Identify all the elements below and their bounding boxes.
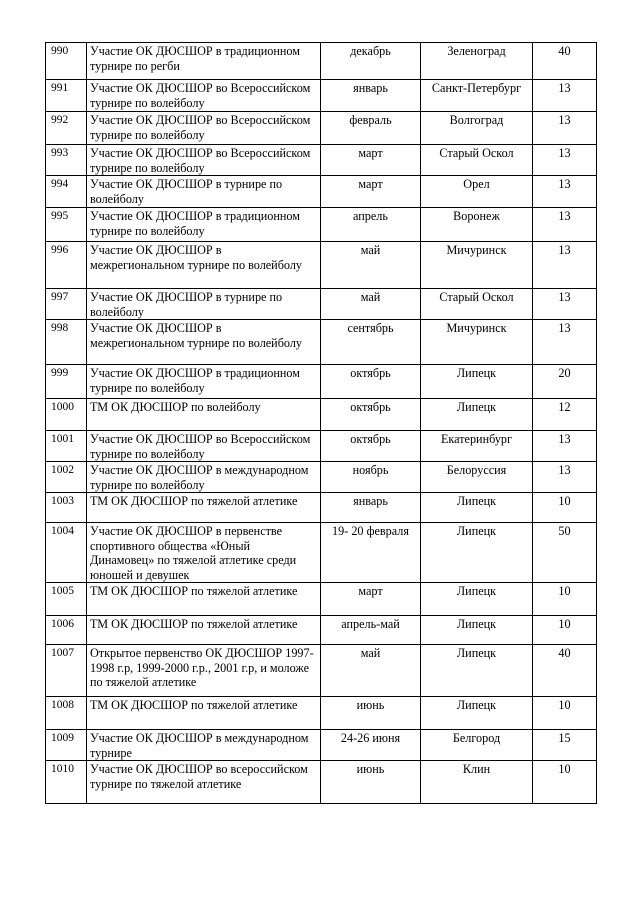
date-cell: май [321, 242, 421, 289]
event-cell: ТМ ОК ДЮСШОР по тяжелой атлетике [87, 583, 321, 616]
event-cell: Открытое первенство ОК ДЮСШОР 1997-1998 г.р, 1999-2000 г.р., 2001 г.р, и моложе по тяжелой атлетике [87, 645, 321, 697]
table-row [46, 616, 597, 645]
date-cell: май [321, 645, 421, 697]
row-number-cell: 994 [46, 176, 87, 208]
participants-cell: 40 [533, 43, 597, 80]
participants-cell: 13 [533, 80, 597, 112]
event-cell: Участие ОК ДЮСШОР в международном турнире [87, 730, 321, 761]
row-number-cell: 995 [46, 208, 87, 242]
row-number-cell: 991 [46, 80, 87, 112]
place-cell: Белгород [421, 730, 533, 761]
table-row [46, 431, 597, 462]
events-table-body [46, 43, 597, 804]
event-cell: ТМ ОК ДЮСШОР по тяжелой атлетике [87, 616, 321, 645]
place-cell: Липецк [421, 523, 533, 583]
row-number-cell: 1004 [46, 523, 87, 583]
table-row [46, 43, 597, 80]
place-cell: Екатеринбург [421, 431, 533, 462]
participants-cell: 10 [533, 697, 597, 730]
participants-cell: 40 [533, 645, 597, 697]
participants-cell: 13 [533, 431, 597, 462]
date-cell: март [321, 145, 421, 176]
participants-cell: 10 [533, 493, 597, 523]
event-cell: ТМ ОК ДЮСШОР по волейболу [87, 399, 321, 431]
row-number-cell: 998 [46, 320, 87, 365]
date-cell: октябрь [321, 399, 421, 431]
table-row [46, 176, 597, 208]
place-cell: Санкт-Петербург [421, 80, 533, 112]
date-cell: апрель [321, 208, 421, 242]
row-number-cell: 993 [46, 145, 87, 176]
table-row [46, 208, 597, 242]
event-cell: Участие ОК ДЮСШОР в межрегиональном турнире по волейболу [87, 242, 321, 289]
participants-cell: 10 [533, 583, 597, 616]
date-cell: октябрь [321, 431, 421, 462]
table-row [46, 242, 597, 289]
date-cell: июнь [321, 761, 421, 804]
participants-cell: 13 [533, 112, 597, 145]
event-cell: Участие ОК ДЮСШОР во Всероссийском турнире по волейболу [87, 145, 321, 176]
row-number-cell: 1001 [46, 431, 87, 462]
participants-cell: 13 [533, 145, 597, 176]
place-cell: Старый Оскол [421, 289, 533, 320]
events-table [45, 42, 597, 804]
table-row [46, 523, 597, 583]
place-cell: Волгоград [421, 112, 533, 145]
table-row [46, 697, 597, 730]
table-row [46, 80, 597, 112]
place-cell: Клин [421, 761, 533, 804]
date-cell: апрель-май [321, 616, 421, 645]
place-cell: Липецк [421, 365, 533, 399]
participants-cell: 10 [533, 616, 597, 645]
table-row [46, 320, 597, 365]
place-cell: Липецк [421, 583, 533, 616]
date-cell: сентябрь [321, 320, 421, 365]
place-cell: Мичуринск [421, 320, 533, 365]
participants-cell: 10 [533, 761, 597, 804]
row-number-cell: 1002 [46, 462, 87, 493]
participants-cell: 13 [533, 208, 597, 242]
date-cell: 19- 20 февраля [321, 523, 421, 583]
event-cell: Участие ОК ДЮСШОР в турнире по волейболу [87, 176, 321, 208]
table-row [46, 365, 597, 399]
row-number-cell: 1010 [46, 761, 87, 804]
place-cell: Липецк [421, 645, 533, 697]
row-number-cell: 1008 [46, 697, 87, 730]
event-cell: Участие ОК ДЮСШОР в первенстве спортивного общества «Юный Динамовец» по тяжелой атлетике среди юношей и девушек [87, 523, 321, 583]
place-cell: Зеленоград [421, 43, 533, 80]
table-row [46, 112, 597, 145]
place-cell: Орел [421, 176, 533, 208]
participants-cell: 13 [533, 242, 597, 289]
row-number-cell: 996 [46, 242, 87, 289]
table-row [46, 399, 597, 431]
row-number-cell: 1007 [46, 645, 87, 697]
row-number-cell: 1003 [46, 493, 87, 523]
participants-cell: 13 [533, 289, 597, 320]
event-cell: Участие ОК ДЮСШОР в межрегиональном турнире по волейболу [87, 320, 321, 365]
event-cell: Участие ОК ДЮСШОР во Всероссийском турнире по волейболу [87, 80, 321, 112]
participants-cell: 50 [533, 523, 597, 583]
row-number-cell: 999 [46, 365, 87, 399]
date-cell: 24-26 июня [321, 730, 421, 761]
row-number-cell: 1000 [46, 399, 87, 431]
participants-cell: 12 [533, 399, 597, 431]
table-row [46, 462, 597, 493]
date-cell: январь [321, 493, 421, 523]
table-row [46, 289, 597, 320]
date-cell: февраль [321, 112, 421, 145]
place-cell: Липецк [421, 399, 533, 431]
event-cell: Участие ОК ДЮСШОР в традиционном турнире по волейболу [87, 208, 321, 242]
place-cell: Белоруссия [421, 462, 533, 493]
row-number-cell: 1006 [46, 616, 87, 645]
row-number-cell: 992 [46, 112, 87, 145]
place-cell: Липецк [421, 616, 533, 645]
row-number-cell: 1005 [46, 583, 87, 616]
row-number-cell: 997 [46, 289, 87, 320]
date-cell: май [321, 289, 421, 320]
place-cell: Мичуринск [421, 242, 533, 289]
table-row [46, 645, 597, 697]
table-row [46, 493, 597, 523]
date-cell: октябрь [321, 365, 421, 399]
participants-cell: 13 [533, 176, 597, 208]
table-row [46, 583, 597, 616]
event-cell: ТМ ОК ДЮСШОР по тяжелой атлетике [87, 493, 321, 523]
event-cell: Участие ОК ДЮСШОР во Всероссийском турнире по волейболу [87, 112, 321, 145]
date-cell: март [321, 176, 421, 208]
date-cell: ноябрь [321, 462, 421, 493]
participants-cell: 13 [533, 320, 597, 365]
row-number-cell: 990 [46, 43, 87, 80]
event-cell: Участие ОК ДЮСШОР в традиционном турнире по волейболу [87, 365, 321, 399]
date-cell: март [321, 583, 421, 616]
event-cell: ТМ ОК ДЮСШОР по тяжелой атлетике [87, 697, 321, 730]
place-cell: Липецк [421, 697, 533, 730]
place-cell: Липецк [421, 493, 533, 523]
event-cell: Участие ОК ДЮСШОР во всероссийском турнире по тяжелой атлетике [87, 761, 321, 804]
place-cell: Старый Оскол [421, 145, 533, 176]
participants-cell: 13 [533, 462, 597, 493]
participants-cell: 20 [533, 365, 597, 399]
event-cell: Участие ОК ДЮСШОР во Всероссийском турнире по волейболу [87, 431, 321, 462]
event-cell: Участие ОК ДЮСШОР в международном турнире по волейболу [87, 462, 321, 493]
date-cell: июнь [321, 697, 421, 730]
date-cell: декабрь [321, 43, 421, 80]
table-row [46, 730, 597, 761]
table-row [46, 145, 597, 176]
date-cell: январь [321, 80, 421, 112]
place-cell: Воронеж [421, 208, 533, 242]
participants-cell: 15 [533, 730, 597, 761]
table-row [46, 761, 597, 804]
event-cell: Участие ОК ДЮСШОР в традиционном турнире по регби [87, 43, 321, 80]
event-cell: Участие ОК ДЮСШОР в турнире по волейболу [87, 289, 321, 320]
row-number-cell: 1009 [46, 730, 87, 761]
